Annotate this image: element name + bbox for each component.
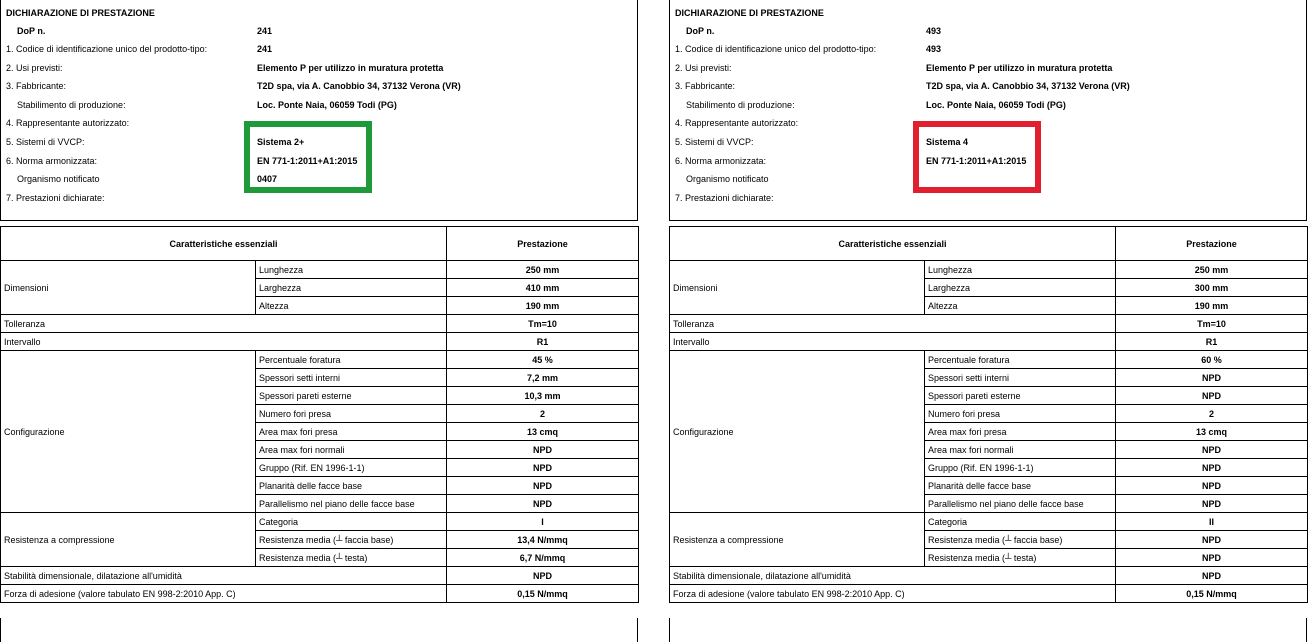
performance-value: 7,2 mm bbox=[447, 369, 639, 387]
characteristic-label: Forza di adesione (valore tabulato EN 998-2:2010 App. C) bbox=[1, 585, 447, 603]
performance-value: NPD bbox=[447, 459, 639, 477]
field-label: Organismo notificato bbox=[17, 174, 100, 185]
dop-number: 241 bbox=[257, 26, 273, 36]
field-value: EN 771-1:2011+A1:2015 bbox=[257, 155, 358, 166]
characteristic-label: Gruppo (Rif. EN 1996-1-1) bbox=[256, 459, 447, 477]
characteristic-label: Resistenza media (┴ testa) bbox=[256, 549, 447, 567]
header-characteristics: Caratteristiche essenziali bbox=[1, 227, 447, 261]
performance-value: 190 mm bbox=[1116, 297, 1308, 315]
performance-value: 0,15 N/mmq bbox=[1116, 585, 1308, 603]
dop-label: DoP n. bbox=[17, 26, 46, 36]
characteristic-label: Area max fori normali bbox=[256, 441, 447, 459]
performance-value: 10,3 mm bbox=[447, 387, 639, 405]
characteristic-label: Lunghezza bbox=[925, 261, 1116, 279]
field-label: 4. Rappresentante autorizzato: bbox=[6, 118, 130, 129]
field-value: Loc. Ponte Naia, 06059 Todi (PG) bbox=[926, 99, 1066, 110]
characteristic-label: Stabilità dimensionale, dilatazione all'umidità bbox=[670, 567, 1116, 585]
table-edge bbox=[0, 618, 1, 642]
field-label: 2. Usi previsti: bbox=[675, 62, 732, 73]
table-row bbox=[1, 513, 639, 531]
performance-value: NPD bbox=[1116, 531, 1308, 549]
table-row bbox=[1, 567, 639, 585]
characteristic-label: Area max fori normali bbox=[925, 441, 1116, 459]
field-value: T2D spa, via A. Canobbio 34, 37132 Verona (VR) bbox=[257, 81, 461, 92]
field-label: Organismo notificato bbox=[686, 174, 769, 185]
performance-value: R1 bbox=[1116, 333, 1308, 351]
characteristic-label: Parallelismo nel piano delle facce base bbox=[256, 495, 447, 513]
characteristic-label: Resistenza media (┴ faccia base) bbox=[256, 531, 447, 549]
field-value: Loc. Ponte Naia, 06059 Todi (PG) bbox=[257, 99, 397, 110]
table-row bbox=[670, 567, 1308, 585]
table-row bbox=[670, 585, 1308, 603]
characteristic-label: Spessori setti interni bbox=[925, 369, 1116, 387]
characteristic-label: Larghezza bbox=[256, 279, 447, 297]
performance-value: NPD bbox=[447, 567, 639, 585]
group-configurazione: Configurazione bbox=[670, 351, 925, 513]
performance-value: NPD bbox=[1116, 549, 1308, 567]
highlight-box bbox=[913, 121, 1041, 193]
performance-value: NPD bbox=[447, 441, 639, 459]
highlight-box bbox=[244, 121, 372, 193]
characteristic-label: Altezza bbox=[925, 297, 1116, 315]
characteristic-label: Percentuale foratura bbox=[925, 351, 1116, 369]
field-value: 0407 bbox=[257, 174, 278, 185]
characteristic-label: Categoria bbox=[925, 513, 1116, 531]
performance-value: 250 mm bbox=[1116, 261, 1308, 279]
characteristic-label: Numero fori presa bbox=[256, 405, 447, 423]
characteristic-label: Stabilità dimensionale, dilatazione all'umidità bbox=[1, 567, 447, 585]
characteristic-label: Spessori setti interni bbox=[256, 369, 447, 387]
characteristic-label: Tolleranza bbox=[1, 315, 447, 333]
declaration-document-left bbox=[0, 0, 641, 642]
field-label: 5. Sistemi di VVCP: bbox=[6, 137, 85, 147]
characteristic-label: Resistenza media (┴ testa) bbox=[925, 549, 1116, 567]
table-row bbox=[670, 333, 1308, 351]
performance-value: 250 mm bbox=[447, 261, 639, 279]
performance-value: 13,4 N/mmq bbox=[447, 531, 639, 549]
table-edge bbox=[637, 618, 638, 642]
table-row bbox=[670, 351, 1308, 369]
group-resistenza: Resistenza a compressione bbox=[670, 513, 925, 567]
characteristic-label: Planarità delle facce base bbox=[925, 477, 1116, 495]
header-performance: Prestazione bbox=[1116, 227, 1308, 261]
table-row bbox=[1, 351, 639, 369]
characteristic-label: Spessori pareti esterne bbox=[925, 387, 1116, 405]
performance-value: 13 cmq bbox=[1116, 423, 1308, 441]
dop-label: DoP n. bbox=[686, 26, 715, 36]
document-title: DICHIARAZIONE DI PRESTAZIONE bbox=[675, 8, 824, 18]
table-row bbox=[670, 315, 1308, 333]
performance-value: NPD bbox=[1116, 459, 1308, 477]
characteristic-label: Forza di adesione (valore tabulato EN 998-2:2010 App. C) bbox=[670, 585, 1116, 603]
field-label: 1. Codice di identificazione unico del prodotto-tipo: bbox=[6, 44, 208, 54]
header-section bbox=[0, 0, 638, 221]
characteristic-label: Lunghezza bbox=[256, 261, 447, 279]
group-configurazione: Configurazione bbox=[1, 351, 256, 513]
performance-value: NPD bbox=[1116, 369, 1308, 387]
performance-value: NPD bbox=[1116, 387, 1308, 405]
performance-value: II bbox=[1116, 513, 1308, 531]
performance-value: I bbox=[447, 513, 639, 531]
field-value: 493 bbox=[926, 44, 942, 54]
characteristic-label: Spessori pareti esterne bbox=[256, 387, 447, 405]
group-dimensioni: Dimensioni bbox=[1, 261, 256, 315]
header-section bbox=[669, 0, 1307, 221]
group-dimensioni: Dimensioni bbox=[670, 261, 925, 315]
characteristic-label: Tolleranza bbox=[670, 315, 1116, 333]
field-label: Stabilimento di produzione: bbox=[17, 99, 126, 110]
field-value: Sistema 4 bbox=[926, 137, 969, 147]
field-label: 7. Prestazioni dichiarate: bbox=[6, 192, 105, 203]
dop-number: 493 bbox=[926, 26, 942, 36]
characteristic-label: Percentuale foratura bbox=[256, 351, 447, 369]
performance-value: 45 % bbox=[447, 351, 639, 369]
field-value: 241 bbox=[257, 44, 273, 54]
characteristic-label: Larghezza bbox=[925, 279, 1116, 297]
performance-value: NPD bbox=[447, 495, 639, 513]
table-row bbox=[1, 261, 639, 279]
performance-table bbox=[0, 226, 639, 603]
field-label: 7. Prestazioni dichiarate: bbox=[675, 192, 774, 203]
performance-value: 13 cmq bbox=[447, 423, 639, 441]
performance-value: 2 bbox=[1116, 405, 1308, 423]
performance-value: 190 mm bbox=[447, 297, 639, 315]
characteristic-label: Intervallo bbox=[1, 333, 447, 351]
table-edge bbox=[1306, 618, 1307, 642]
table-row bbox=[670, 261, 1308, 279]
performance-value: 60 % bbox=[1116, 351, 1308, 369]
performance-value: NPD bbox=[1116, 567, 1308, 585]
field-value: Sistema 2+ bbox=[257, 137, 305, 147]
performance-value: Tm=10 bbox=[447, 315, 639, 333]
characteristic-label: Parallelismo nel piano delle facce base bbox=[925, 495, 1116, 513]
table-row bbox=[670, 513, 1308, 531]
characteristic-label: Gruppo (Rif. EN 1996-1-1) bbox=[925, 459, 1116, 477]
characteristic-label: Area max fori presa bbox=[925, 423, 1116, 441]
characteristic-label: Area max fori presa bbox=[256, 423, 447, 441]
table-row bbox=[1, 585, 639, 603]
performance-value: NPD bbox=[1116, 495, 1308, 513]
declaration-document-right bbox=[669, 0, 1310, 642]
field-label: 2. Usi previsti: bbox=[6, 62, 63, 73]
performance-table bbox=[669, 226, 1308, 603]
group-resistenza: Resistenza a compressione bbox=[1, 513, 256, 567]
table-row bbox=[1, 315, 639, 333]
characteristic-label: Planarità delle facce base bbox=[256, 477, 447, 495]
field-label: 5. Sistemi di VVCP: bbox=[675, 137, 754, 147]
field-value: EN 771-1:2011+A1:2015 bbox=[926, 155, 1027, 166]
header-performance: Prestazione bbox=[447, 227, 639, 261]
field-label: 3. Fabbricante: bbox=[675, 81, 736, 92]
field-value: Elemento P per utilizzo in muratura protetta bbox=[926, 62, 1113, 73]
performance-value: 300 mm bbox=[1116, 279, 1308, 297]
performance-value: NPD bbox=[1116, 477, 1308, 495]
performance-value: 0,15 N/mmq bbox=[447, 585, 639, 603]
characteristic-label: Altezza bbox=[256, 297, 447, 315]
field-label: 1. Codice di identificazione unico del prodotto-tipo: bbox=[675, 44, 877, 54]
document-title: DICHIARAZIONE DI PRESTAZIONE bbox=[6, 8, 155, 18]
field-label: Stabilimento di produzione: bbox=[686, 99, 795, 110]
performance-value: 6,7 N/mmq bbox=[447, 549, 639, 567]
field-label: 6. Norma armonizzata: bbox=[675, 155, 767, 166]
header-characteristics: Caratteristiche essenziali bbox=[670, 227, 1116, 261]
table-edge bbox=[669, 618, 670, 642]
field-label: 4. Rappresentante autorizzato: bbox=[675, 118, 799, 129]
field-value: T2D spa, via A. Canobbio 34, 37132 Verona (VR) bbox=[926, 81, 1130, 92]
characteristic-label: Categoria bbox=[256, 513, 447, 531]
field-label: 6. Norma armonizzata: bbox=[6, 155, 98, 166]
performance-value: 2 bbox=[447, 405, 639, 423]
characteristic-label: Resistenza media (┴ faccia base) bbox=[925, 531, 1116, 549]
performance-value: NPD bbox=[1116, 441, 1308, 459]
table-row bbox=[1, 333, 639, 351]
performance-value: 410 mm bbox=[447, 279, 639, 297]
characteristic-label: Numero fori presa bbox=[925, 405, 1116, 423]
performance-value: Tm=10 bbox=[1116, 315, 1308, 333]
performance-value: NPD bbox=[447, 477, 639, 495]
performance-value: R1 bbox=[447, 333, 639, 351]
characteristic-label: Intervallo bbox=[670, 333, 1116, 351]
field-label: 3. Fabbricante: bbox=[6, 81, 67, 92]
field-value: Elemento P per utilizzo in muratura protetta bbox=[257, 62, 444, 73]
